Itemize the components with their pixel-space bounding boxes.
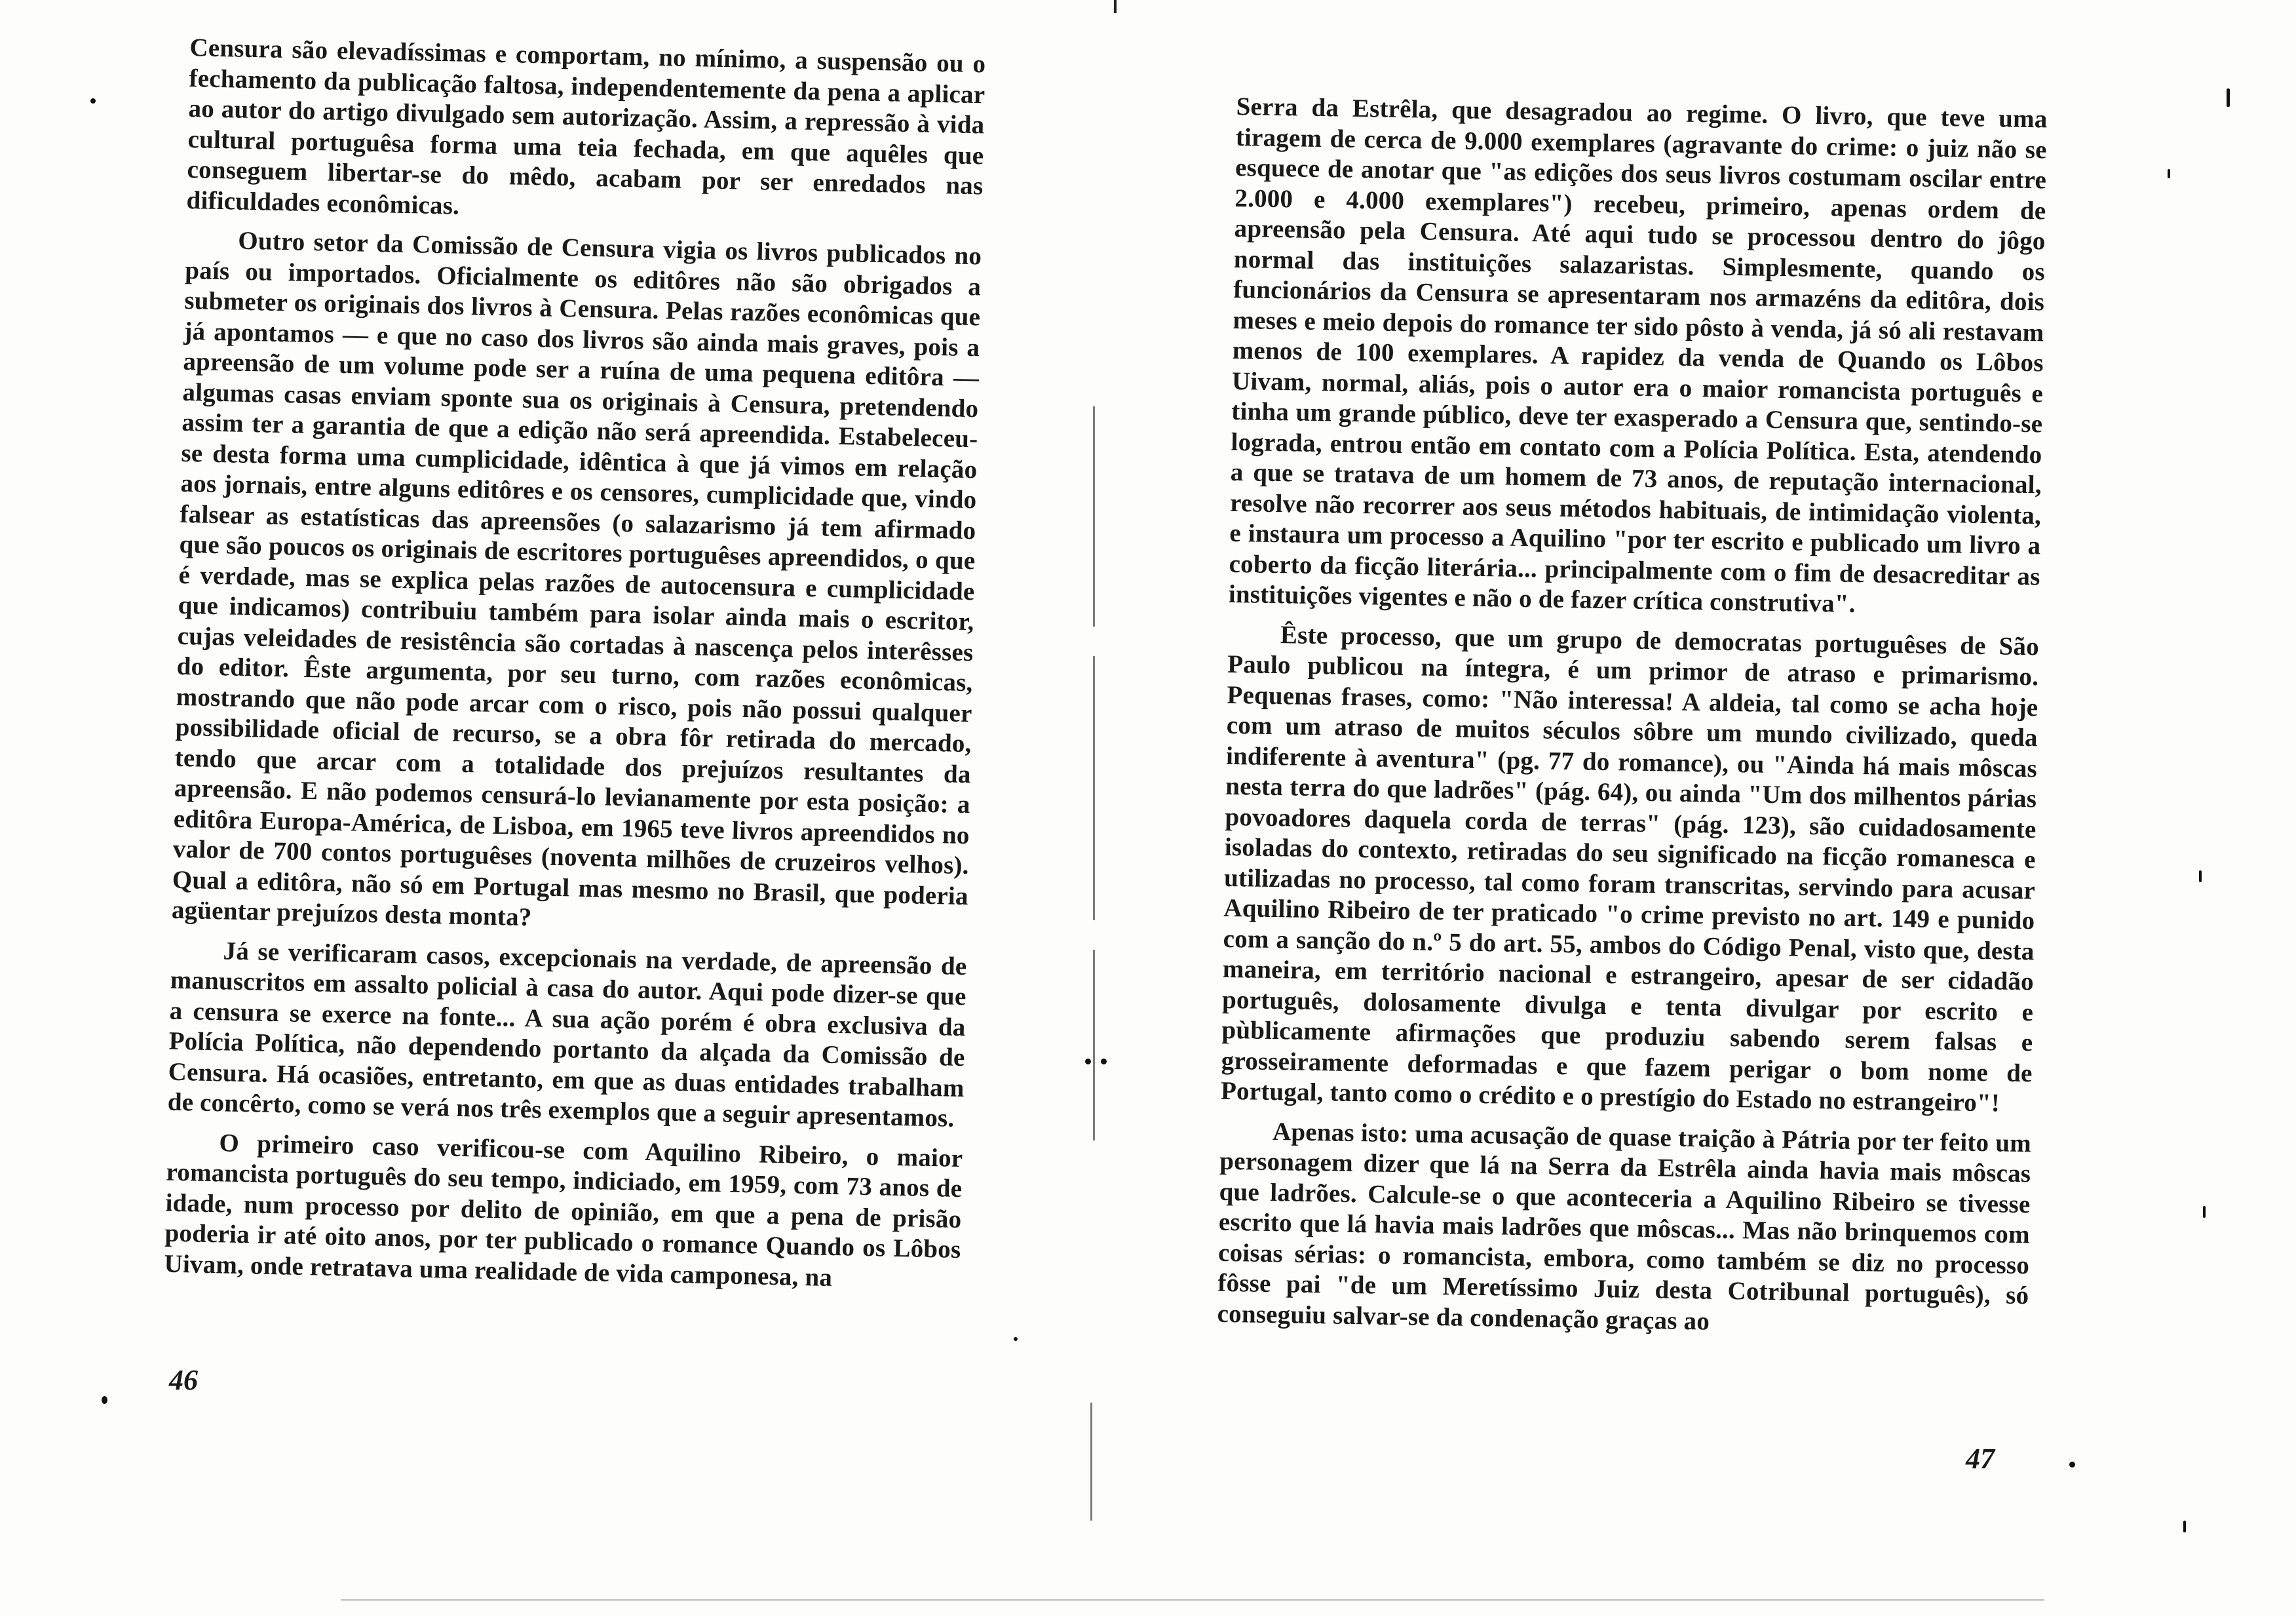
paragraph: Apenas isto: uma acusação de quase traição à Pátria por ter feito um personagem dizer que lá na Serra da Estrêla ainda havia mais môscas que ladrões. Calcule-se o que aconteceria a Aquilino Ribeiro se tivesse escrito que lá havia mais ladrões que môscas... Mas não brinquemos com coisas sérias: o romancista, embora, como também se diz no processo fôsse pai "de um Meretíssimo Juiz desta Cotribunal português), só conseguiu salvar-se da condenação graças ao: [1217, 1117, 2032, 1336]
gutter-shadow: [1093, 406, 1095, 1140]
scan-speck: [2227, 88, 2230, 107]
scan-speck: [2183, 1521, 2186, 1532]
right-page: [1217, 92, 2048, 1351]
scan-speck: [1101, 1059, 1107, 1064]
scan-speck: [2203, 1206, 2206, 1218]
paragraph: Êste processo, que um grupo de democratas portuguêses de São Paulo publicou na íntegra, é um primor de atraso e primarismo. Pequenas frases, como: "Não interessa! A aldeia, tal como se acha hoje com um atraso de muitos séculos sôbre um mundo civilizado, queda indiferente à aventura" (pg. 77 do romance), ou "Ainda há mais môscas nesta terra do que ladrões" (pág. 64), ou ainda "Um dos milhentos párias povoadores daquela corda de terras" (pág. 123), são cuidadosamente isoladas do contexto, retiradas do seu significado na ficção romanesca e utilizadas no processo, tal como foram transcritas, servindo para acusar Aquilino Ribeiro de ter praticado "o crime previsto no art. 149 e punido com a sanção do n.º 5 do art. 55, ambos do Código Penal, visto que, desta maneira, em território nacional e estrangeiro, apesar de ser cidadão português, dolosamente divulga e tenta divulgar por escrito e pùblicamente afirmações que produziu sabendo serem falsas e grosseiramente deformadas e que fazem perigar o bom nome de Portugal, tanto como o crédito e o prestígio do Estado no estrangeiro"!: [1220, 620, 2040, 1118]
page-number-left: 46: [169, 1364, 198, 1396]
paragraph: Outro setor da Comissão de Censura vigia os livros publicados no país ou importados. Oficialmente os editôres não são obrigados a submeter os originais dos livros à Censura. Pelas razões econômicas que já apontamos — e que no caso dos livros são ainda mais graves, pois a apreensão de um volume pode ser a ruína de uma pequena editôra — algumas casas enviam sponte sua os originais à Censura, pretendendo assim ter a garantia de que a edição não será apreendida. Estabeleceu-se desta forma uma cumplicidade, idêntica à que já vimos em relação aos jornais, entre alguns editôres e os censores, cumplicidade que, vindo falsear as estatísticas das apreensões (o salazarismo já tem afirmado que são poucos os originais de escritores portuguêses apreendidos, o que é verdade, mas se explica pelas razões de autocensura e cumplicidade que indicamos) contribuiu também para isolar ainda mais o escritor, cujas veleidades de resistência são cortadas à nascença pelos interêsses do editor. Êste argumenta, por seu turno, com razões econômicas, mostrando que não pode arcar com o risco, pois não possui qualquer possibilidade oficial de recurso, se a obra fôr retirada do mercado, tendo que arcar com a totalidade dos prejuízos resultantes da apreensão. E não podemos censurá-lo levianamente por esta posição: a editôra Europa-América, de Lisboa, em 1965 teve livros apreendidos no valor de 700 contos portuguêses (noventa milhões de cruzeiros velhos). Qual a editôra, não só em Portugal mas mesmo no Brasil, que poderia agüentar prejuízos desta monta?: [171, 226, 982, 932]
paragraph: Serra da Estrêla, que desagradou ao regime. O livro, que teve uma tiragem de cerca de 9.000 exemplares (agravante do crime: o juiz não se esquece de anotar que "as edições dos seus livros costumam oscilar entre 2.000 e 4.000 exemplares") recebeu, primeiro, apenas ordem de apreensão pela Censura. Até aqui tudo se processou dentro do jôgo normal das instituições salazaristas. Simplesmente, quando os funcionários da Censura se apresentaram nos armazéns da editôra, dois meses e meio depois do romance ter sido pôsto à venda, já só ali restavam menos de 100 exemplares. A rapidez da venda de Quando os Lôbos Uivam, normal, aliás, pois o autor era o maior romancista português e tinha um grande público, deve ter exasperado a Censura que, sentindo-se lograda, entrou então em contato com a Polícia Política. Esta, atendendo a que se tratava de um homem de 73 anos, de reputação internacional, resolve não recorrer aos seus métodos habituais, de intimidação violenta, e instaura um processo a Aquilino "por ter escrito e publicado um livro a coberto da ficção literária... principalmente com o fim de desacreditar as instituições vigentes e não o de fazer crítica construtiva".: [1228, 92, 2048, 618]
scan-speck: [90, 98, 96, 104]
scan-speck: [102, 1396, 107, 1404]
scan-speck: [1085, 1059, 1091, 1064]
paragraph: O primeiro caso verificou-se com Aquilino Ribeiro, o maior romancista português do seu tempo, indiciado, em 1959, com 73 anos de idade, num processo por delito de opinião, em que a pena de prisão poderia ir até oito anos, por ter publicado o romance Quando os Lôbos Uivam, onde retratava uma realidade de vida camponesa, na: [164, 1128, 963, 1292]
gutter-shadow-lower: [1090, 1403, 1092, 1521]
left-page: [164, 33, 986, 1305]
scan-speck: [2199, 870, 2202, 882]
scan-edge: [341, 1599, 2044, 1601]
paragraph: Censura são elevadíssimas e comportam, no mínimo, a suspensão ou o fechamento da publicação faltosa, independentemente da pena a aplicar ao autor do artigo divulgado sem autorização. Assim, a repressão à vida cultural portuguêsa forma uma teia fechada, em que aquêles que conseguem libertar-se do mêdo, acabam por ser enredados nas dificuldades econômicas.: [186, 33, 986, 220]
scan-speck: [2168, 169, 2170, 178]
gutter-mark: [1114, 0, 1117, 13]
scan-speck: [2069, 1462, 2075, 1468]
page-number-right: 47: [1966, 1443, 1995, 1475]
scan-speck: [1014, 1337, 1018, 1341]
paragraph: Já se verificaram casos, excepcionais na verdade, de apreensão de manuscritos em assalto policial à casa do autor. Aqui pode dizer-se que a censura se exerce na fonte... A sua ação porém é obra exclusiva da Polícia Política, não dependendo portanto da alçada da Comissão de Censura. Há ocasiões, entretanto, em que as duas entidades trabalham de concêrto, como se verá nos três exemplos que a seguir apresentamos.: [167, 936, 967, 1133]
